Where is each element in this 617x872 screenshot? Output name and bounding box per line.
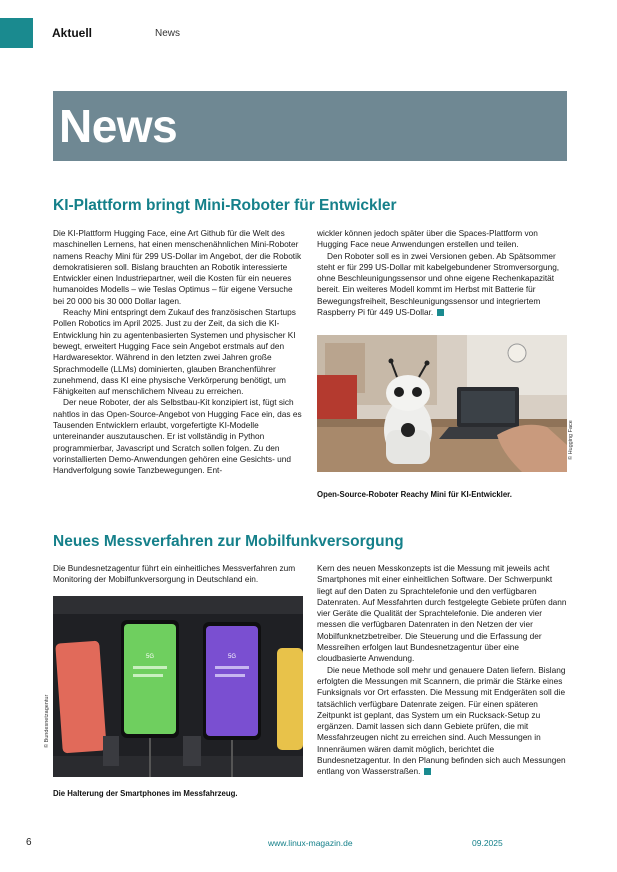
banner-title: News (59, 100, 178, 152)
article-1-paragraph: Der neue Roboter, der als Selbstbau-Kit konzipiert ist, fügt sich nahtlos in das Open-Source-Angebot von Hugging Face ein, das es Tausenden Entwicklern erlaubt, vorgefertigte KI-Modelle untereinander auszutauschen. Er ist vollständig in Python programmierbar, Javascript und Scratch sollen folgen. Zu den vorinstallierten Demo-Anwendungen gehören eine Gesichts- und Handverfolgung sowie Tanzbewegungen. Ent- (53, 397, 302, 476)
phone-screen-label: 5G (145, 654, 155, 660)
article-2-paragraph: Kern des neuen Messkonzepts ist die Messung mit jeweils acht Smartphones mit einer einheitlichen Software. Der Schwerpunkt liegt auf den Daten zu Sprachtelefonie und den verfügbaren Datenraten. Auf Messfahrten durch festgelegte Gebiete prüfen dann vier Geräte die Qualität der Sprachtelefonie. Die anderen vier messen die verfügbaren Datenraten in den Netzen der vier Mobilfunknetzbetreiber. Die Steuerung und die Erfassung der Messreihen erfolgen laut Bundesnetzagentur über eine cloudbasierte Anwendung. (317, 563, 567, 664)
article-2-paragraph: Die Bundesnetzagentur führt ein einheitliches Messverfahren zum Monitoring der Mobilfunkversorgung in Deutschland ein. (53, 563, 296, 585)
article-2-paragraph-text: Die neue Methode soll mehr und genauere Daten liefern. Bislang erfolgten die Messungen mit Scannern, die primär die Stärke eines Funksignals vor Ort erfassten. Die Messung mit Endgeräten soll die tatsächlich verfügbare Datenrate zeigen. Für einen späteren Zeitpunkt ist geplant, das System um ein Rucksack-Setup zu ergänzen. Damit lassen sich dann Gebiete prüfen, die mit Messfahrzeugen nicht zu erreichen sind. Auch Messungen in Innenräumen wären damit möglich, berichtet die Bundesnetzagentur. In den Planung befinden sich auch Messungen entlang von Wasserstraßen. (317, 664, 566, 777)
end-of-article-marker (424, 768, 431, 775)
photo-credit: © Bundesnetzagentur (44, 694, 50, 748)
smartphone-rack-photo (53, 596, 303, 777)
article-1-column-2 (317, 228, 567, 318)
photo-caption: Open-Source-Roboter Reachy Mini für KI-Entwickler. (317, 490, 512, 499)
section-tab-marker (0, 18, 33, 48)
article-2-column-2 (317, 563, 567, 778)
article-2-headline: Neues Messverfahren zur Mobilfunkversorgung (53, 533, 404, 550)
issue-date: 09.2025 (472, 838, 503, 848)
article-1-headline: KI-Plattform bringt Mini-Roboter für Entwickler (53, 197, 397, 214)
subsection-label: News (155, 28, 181, 39)
article-2-column-1 (53, 563, 303, 586)
article-1-paragraph: Reachy Mini entspringt dem Zukauf des französischen Startups Pollen Robotics im April 2025. Just zu der Zeit, da sich die KI-Entwicklung hin zu agentenbasierten Systemen und physischer KI bewegt, erweitert Hugging Face sein Angebot erstmals auf den Hardwaresektor. Während in den letzten zwei Jahren große Sprachmodelle (LLMs) dominierten, glauben Branchenführer zunehmend, dass KI eine physische Verkörperung benötigt, um Fähigkeiten auf menschlichem Niveau zu erreichen. (53, 307, 296, 397)
reachy-mini-illustration (317, 335, 567, 472)
article-1-paragraph-text: Den Roboter soll es in zwei Versionen geben. Ab Spätsommer steht er für 299 US-Dollar mit kabelgebundener Stromversorgung, ohne Beschleunigungssensor und ohne eigene Rechenkapazität bereit. Ein weiteres Modell kommt im Herbst mit Batterie für Bewegungsfreiheit, Beschleunigungssensor und integriertem Raspberry Pi für 449 US-Dollar. (317, 250, 560, 318)
photo-caption: Die Halterung der Smartphones im Messfahrzeug. (53, 789, 238, 798)
page-number: 6 (26, 837, 32, 848)
end-of-article-marker (437, 309, 444, 316)
footer-url: www.linux-magazin.de (268, 838, 353, 848)
smartphone-rack-illustration (53, 596, 303, 777)
article-1-column-1 (53, 228, 303, 477)
article-1-paragraph: wickler können jedoch später über die Spaces-Plattform von Hugging Face neue Anwendungen erstellen und teilen. (317, 228, 538, 250)
phone-screen-label: 5G (227, 654, 237, 660)
news-banner (53, 91, 567, 161)
article-2-paragraph-end (317, 665, 567, 778)
photo-credit: © Hugging Face (568, 420, 574, 460)
section-label: Aktuell (52, 26, 93, 40)
article-1-paragraph-end (317, 251, 567, 319)
article-1-paragraph: Die KI-Plattform Hugging Face, eine Art Github für die Welt des maschinellen Lernens, hat einen menschenähnlichen Mini-Roboter namens Reachy Mini für 299 US-Dollar im Angebot, der die Robotik demokratisieren soll. Bislang brauchten an Robotik interessierte Entwickler einen Industriepartner, weil die Kosten für ein neueres humanoides Modells – wie Teslas Optimus – für eigene Versuche bei 20 000 bis 30 000 Dollar lagen. (53, 228, 302, 306)
reachy-mini-photo (317, 335, 567, 472)
